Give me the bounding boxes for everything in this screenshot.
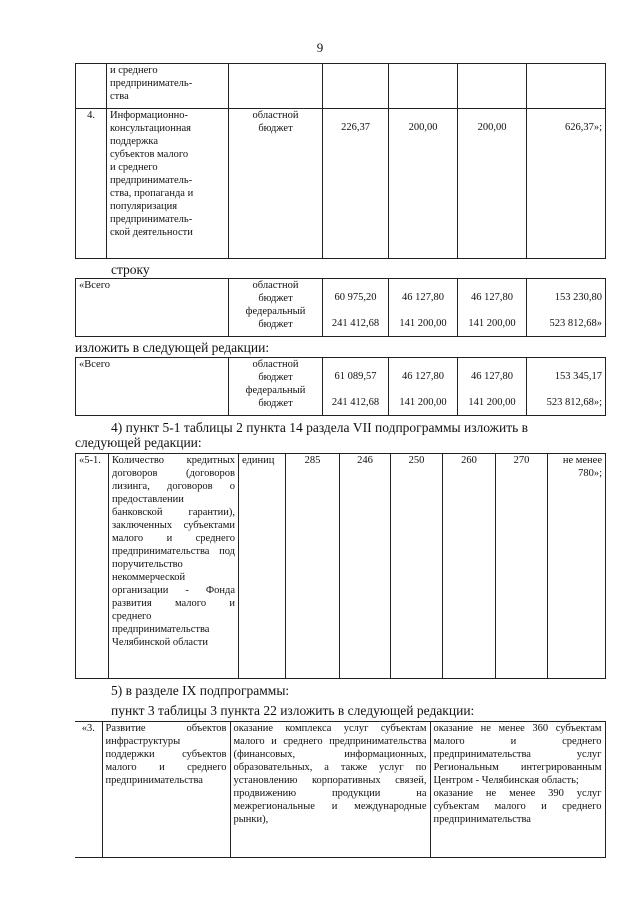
value-total: не менее 780»; — [548, 454, 606, 679]
value-year-2: 200,00 — [389, 109, 458, 259]
item-content: оказание комплекса услуг субъектам малого и среднего предпринимательства (финансовых, информационных, образовательных, а также услуг по установлению корпоративных связей, продвижению продукции на межрегиональные и международные рынки), — [230, 722, 430, 858]
indicator-unit: единиц — [239, 454, 286, 679]
value-total: 626,37»; — [527, 109, 606, 259]
value-year-5: 270 — [496, 454, 548, 679]
value-total: 153 345,17 523 812,68»; — [527, 358, 606, 416]
table-row — [76, 454, 606, 679]
value-year-2: 246 — [340, 454, 391, 679]
table-row — [76, 64, 606, 109]
label-stroku: строку — [111, 262, 150, 277]
label-izlozhit: изложить в следующей редакции: — [75, 340, 270, 355]
value-year-1: 61 089,57 241 412,68 — [323, 358, 389, 416]
paragraph-5b: пункт 3 таблицы 3 пункта 22 изложить в следующей редакции: — [111, 703, 475, 718]
page-number: 9 — [316, 40, 324, 55]
funding-source: областной бюджет федеральный бюджет — [229, 358, 323, 416]
funding-table-item-4 — [75, 63, 606, 259]
table-row — [75, 722, 605, 858]
item-number: «3. — [75, 722, 102, 858]
total-label: «Всего — [76, 358, 229, 416]
table-row — [76, 358, 606, 416]
funding-source: областной бюджет — [229, 109, 323, 259]
indicator-name: Количество кредитных договоров (договоров лизинга, договоров о предоставлении банковской гарантии), заключенных субъектами малого и среднего предпринимательства под поручительство некоммерческой организации - Фонда развития малого и среднего предпринимательства Челябинской области — [109, 454, 239, 679]
total-label: «Всего — [76, 279, 229, 337]
value-year-2: 46 127,80 141 200,00 — [389, 279, 458, 337]
table-row — [76, 279, 606, 337]
value-year-3: 250 — [391, 454, 443, 679]
item-name-continued: и среднего предприниматель- ства — [107, 64, 229, 109]
value-year-3: 46 127,80 141 200,00 — [458, 279, 527, 337]
funding-source: областной бюджет федеральный бюджет — [229, 279, 323, 337]
item-number: 4. — [76, 109, 107, 259]
item-name: Развитие объектов инфраструктуры поддержки субъектов малого и среднего предпринимательства — [102, 722, 230, 858]
value-year-1: 226,37 — [323, 109, 389, 259]
value-year-3: 46 127,80 141 200,00 — [458, 358, 527, 416]
item-name: Информационно- консультационная поддержка субъектов малого и среднего предприниматель- ства, пропаганда и популяризация предприниматель- ской деятельности — [107, 109, 229, 259]
value-year-1: 285 — [286, 454, 340, 679]
total-table-old — [75, 278, 606, 337]
paragraph-4: 4) пункт 5-1 таблицы 2 пункта 14 раздела VII подпрограммы изложить в следующей редакции: — [75, 420, 529, 450]
indicator-number: «5-1. — [76, 454, 109, 679]
indicator-table-5-1 — [75, 453, 606, 679]
total-table-new — [75, 357, 606, 416]
paragraph-5: 5) в разделе IX подпрограммы: — [111, 683, 290, 698]
value-total: 153 230,80 523 812,68» — [527, 279, 606, 337]
value-year-1: 60 975,20 241 412,68 — [323, 279, 389, 337]
value-year-4: 260 — [443, 454, 496, 679]
table-row — [76, 109, 606, 259]
infrastructure-table-3 — [75, 721, 606, 858]
value-year-2: 46 127,80 141 200,00 — [389, 358, 458, 416]
value-year-3: 200,00 — [458, 109, 527, 259]
item-result: оказание не менее 360 субъектам малого и среднего предпринимательства услуг Региональным интегрированным Центром - Челябинская область; оказание не менее 390 услуг субъектам малого и среднего предпринимательства — [430, 722, 605, 858]
